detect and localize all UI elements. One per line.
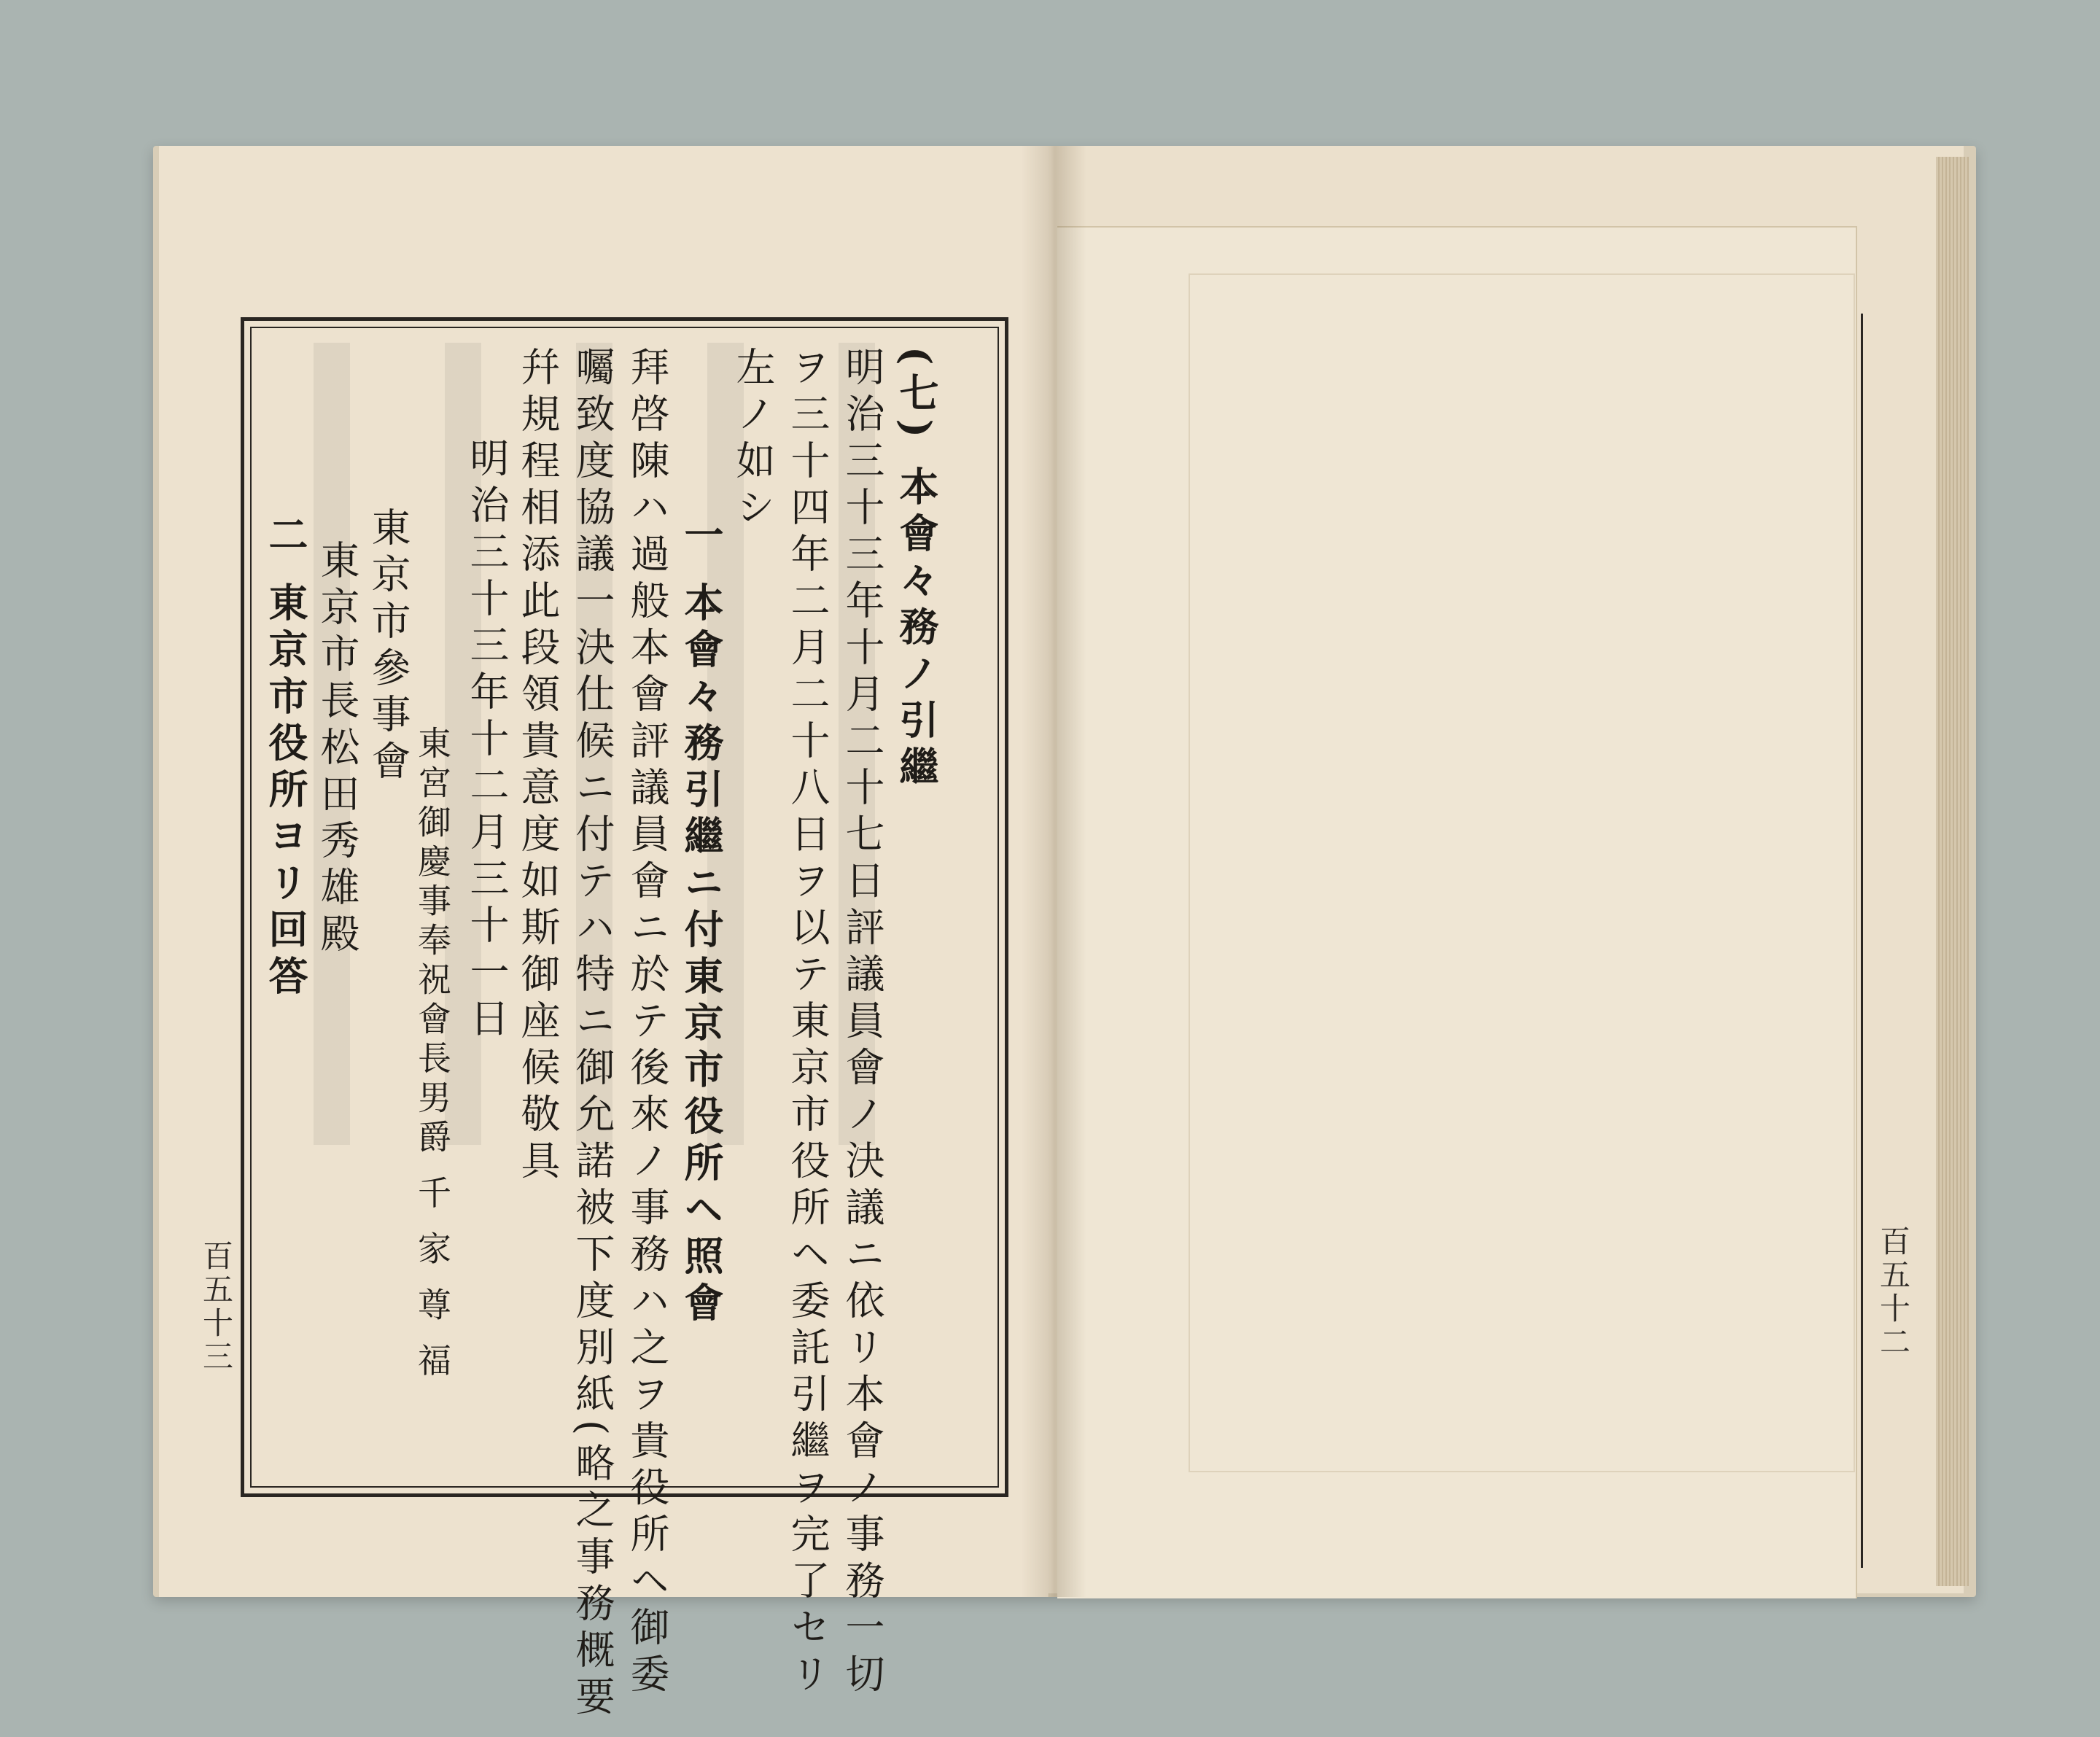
body-column-2: ヲ三十四年二月二十八日ヲ以テ東京市役所ヘ委託引繼ヲ完了セリ <box>785 346 831 1700</box>
body-column-1: 明治三十三年十月二十七日評議員會ノ決議ニ依リ本會ノ事務一切 <box>839 346 885 1700</box>
body-column-3: 左ノ如シ <box>730 346 776 533</box>
section-heading-7: (七) 本會々務ノ引繼 <box>893 346 940 793</box>
item-heading-1: 一 本會々務引繼ニ付東京市役所ヘ照會 <box>678 514 725 1329</box>
letter-signature: 東宮御慶事奉祝會長男爵 千 家 尊 福 <box>413 726 452 1383</box>
inserted-sheet-frame <box>1189 273 1855 1472</box>
page-edges <box>1936 157 1969 1586</box>
spine-fold <box>1021 146 1086 1597</box>
item-heading-2: 二 東京市役所ヨリ回答 <box>262 514 309 1002</box>
addressee-council: 東京市參事會 <box>365 507 411 787</box>
letter-column-2: 囑致度協議一決仕候ニ付テハ特ニ御允諾被下度別紙(略之事務概要 <box>569 346 615 1723</box>
right-page-number: 百五十二 <box>1875 1225 1911 1359</box>
letter-column-1: 拜啓陳ハ過般本會評議員會ニ於テ後來ノ事務ハ之ヲ貴役所ヘ御委 <box>624 346 670 1700</box>
left-page-number: 百五十三 <box>198 1240 234 1374</box>
addressee-mayor: 東京市長松田秀雄殿 <box>314 540 360 960</box>
letter-column-3: 幷規程相添此段領貴意度如斯御座候敬具 <box>515 346 561 1186</box>
right-page-rule <box>1861 314 1863 1568</box>
letter-date: 明治三十三年十二月三十一日 <box>464 438 510 1044</box>
